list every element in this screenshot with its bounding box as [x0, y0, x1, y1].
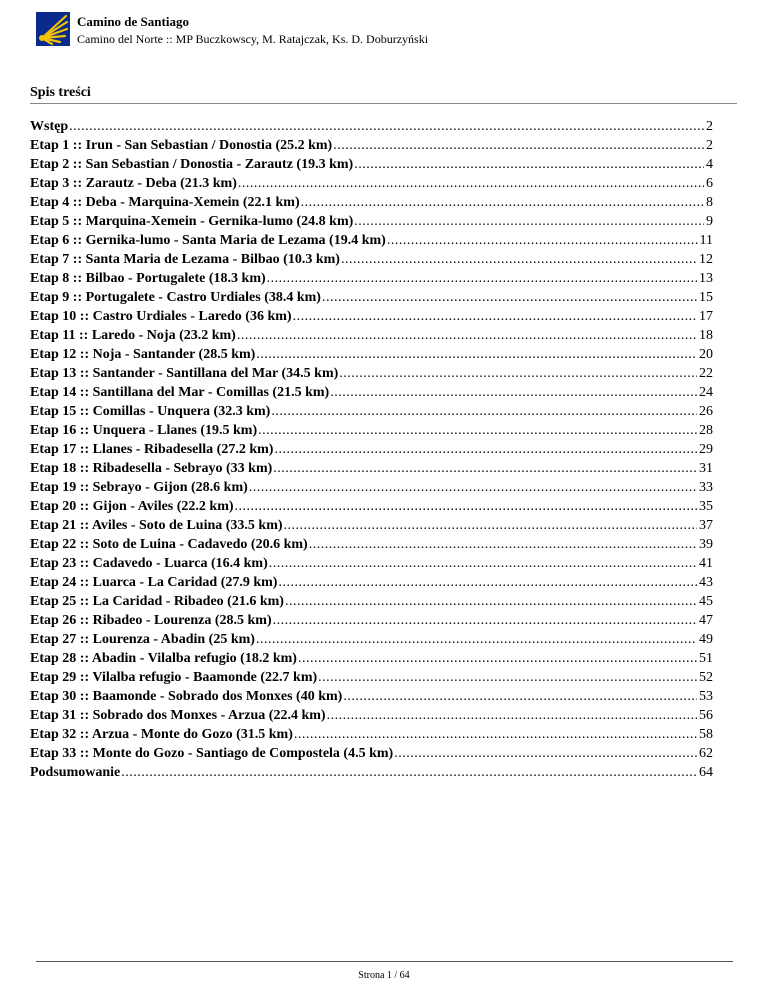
- toc-divider: [30, 103, 737, 104]
- toc-leader-dots: [121, 763, 697, 782]
- toc-entry[interactable]: [30, 554, 713, 573]
- toc-entry-page[interactable]: 9: [706, 214, 713, 229]
- toc-entry[interactable]: [30, 307, 713, 326]
- toc-entry-title[interactable]: Etap 6 :: Gernika-lumo - Santa Maria de Lezama (19.4 km): [30, 233, 386, 248]
- toc-entry[interactable]: [30, 402, 713, 421]
- toc-leader-dots: [341, 250, 697, 269]
- toc-entry-page[interactable]: 12: [699, 252, 713, 267]
- toc-entry-title[interactable]: Etap 26 :: Ribadeo - Lourenza (28.5 km): [30, 613, 272, 628]
- toc-entry-title[interactable]: Etap 4 :: Deba - Marquina-Xemein (22.1 km): [30, 195, 300, 210]
- toc-entry-title[interactable]: Etap 5 :: Marquina-Xemein - Gernika-lumo (24.8 km): [30, 214, 354, 229]
- toc-entry[interactable]: [30, 231, 713, 250]
- toc-entry-title[interactable]: Etap 20 :: Gijon - Aviles (22.2 km): [30, 499, 234, 514]
- toc-leader-dots: [235, 497, 697, 516]
- toc-entry[interactable]: [30, 497, 713, 516]
- toc-entry-title[interactable]: Etap 24 :: Luarca - La Caridad (27.9 km): [30, 575, 278, 590]
- toc-leader-dots: [256, 345, 697, 364]
- toc-entry[interactable]: [30, 250, 713, 269]
- toc-entry-page[interactable]: 13: [699, 271, 713, 286]
- toc-entry[interactable]: [30, 174, 713, 193]
- toc-leader-dots: [354, 212, 704, 231]
- toc-entry-title[interactable]: Wstęp: [30, 119, 69, 134]
- toc-entry[interactable]: [30, 193, 713, 212]
- toc-entry[interactable]: [30, 345, 713, 364]
- footer-divider: [36, 961, 733, 962]
- toc-entry[interactable]: [30, 383, 713, 402]
- toc-entry-page[interactable]: 43: [699, 575, 713, 590]
- toc-entry[interactable]: [30, 440, 713, 459]
- toc-entry[interactable]: [30, 459, 713, 478]
- toc-leader-dots: [294, 725, 697, 744]
- toc-entry-page[interactable]: 52: [699, 670, 713, 685]
- toc-entry-page[interactable]: 2: [706, 119, 713, 134]
- toc-entry-page[interactable]: 22: [699, 366, 713, 381]
- toc-leader-dots: [269, 554, 697, 573]
- toc-entry-page[interactable]: 41: [699, 556, 713, 571]
- toc-entry[interactable]: [30, 421, 713, 440]
- toc-leader-dots: [318, 668, 697, 687]
- toc-entry-page[interactable]: 51: [699, 651, 713, 666]
- toc-entry-title[interactable]: Podsumowanie: [30, 765, 121, 780]
- toc-entry-page[interactable]: 62: [699, 746, 713, 761]
- toc-entry-title[interactable]: Etap 13 :: Santander - Santillana del Mar (34.5 km): [30, 366, 339, 381]
- toc-entry[interactable]: [30, 592, 713, 611]
- site-subtitle: Camino del Norte :: MP Buczkowscy, M. Ratajczak, Ks. D. Doburzyński: [77, 32, 429, 46]
- toc-entry[interactable]: [30, 744, 713, 763]
- toc-entry[interactable]: [30, 478, 713, 497]
- toc-entry-title[interactable]: Etap 19 :: Sebrayo - Gijon (28.6 km): [30, 480, 248, 495]
- toc-entry-title[interactable]: Etap 15 :: Comillas - Unquera (32.3 km): [30, 404, 271, 419]
- toc-entry-title[interactable]: Etap 2 :: San Sebastian / Donostia - Zarautz (19.3 km): [30, 157, 354, 172]
- toc-entry-title[interactable]: Etap 3 :: Zarautz - Deba (21.3 km): [30, 176, 237, 191]
- toc-leader-dots: [258, 421, 697, 440]
- toc-entry-page[interactable]: 17: [699, 309, 713, 324]
- toc-entry-page[interactable]: 58: [699, 727, 713, 742]
- toc-entry[interactable]: [30, 535, 713, 554]
- toc-entry[interactable]: [30, 687, 713, 706]
- toc-leader-dots: [339, 364, 697, 383]
- toc-entry-page[interactable]: 18: [699, 328, 713, 343]
- toc-entry-page[interactable]: 2: [706, 138, 713, 153]
- toc-entry[interactable]: [30, 649, 713, 668]
- toc-leader-dots: [309, 535, 697, 554]
- toc-entry[interactable]: [30, 117, 713, 136]
- scallop-shell-icon: [36, 12, 70, 46]
- page-header: [36, 10, 736, 52]
- toc-entry[interactable]: [30, 136, 713, 155]
- toc-leader-dots: [285, 592, 697, 611]
- toc-entry-page[interactable]: 28: [699, 423, 713, 438]
- toc-leader-dots: [327, 706, 697, 725]
- toc-leader-dots: [69, 117, 704, 136]
- toc-leader-dots: [271, 402, 697, 421]
- toc-entry-title[interactable]: Etap 22 :: Soto de Luina - Cadavedo (20.6 km): [30, 537, 308, 552]
- toc-leader-dots: [274, 440, 697, 459]
- toc-entry[interactable]: [30, 630, 713, 649]
- toc-leader-dots: [394, 744, 697, 763]
- toc-leader-dots: [237, 326, 697, 345]
- toc-entry-page[interactable]: 31: [699, 461, 713, 476]
- toc-entry-title[interactable]: Etap 33 :: Monte do Gozo - Santiago de Compostela (4.5 km): [30, 746, 394, 761]
- toc-entry[interactable]: [30, 763, 713, 782]
- toc-leader-dots: [322, 288, 697, 307]
- toc-entry[interactable]: [30, 155, 713, 174]
- site-title: Camino de Santiago: [77, 14, 189, 29]
- toc-entry-title[interactable]: Etap 14 :: Santillana del Mar - Comillas (21.5 km): [30, 385, 330, 400]
- toc-entry-page[interactable]: 11: [699, 233, 713, 248]
- toc-entry[interactable]: [30, 516, 713, 535]
- toc-heading: Spis treści: [30, 85, 91, 100]
- toc-entry-page[interactable]: 20: [699, 347, 713, 362]
- toc-entry-page[interactable]: 29: [699, 442, 713, 457]
- toc-entry-title[interactable]: Etap 21 :: Aviles - Soto de Luina (33.5 km): [30, 518, 283, 533]
- toc-entry[interactable]: [30, 668, 713, 687]
- toc-entry-title[interactable]: Etap 9 :: Portugalete - Castro Urdiales (38.4 km): [30, 290, 321, 305]
- toc-entry-title[interactable]: Etap 27 :: Lourenza - Abadin (25 km): [30, 632, 255, 647]
- toc-entry-page[interactable]: 15: [699, 290, 713, 305]
- toc-entry[interactable]: [30, 326, 713, 345]
- toc-entry-page[interactable]: 33: [699, 480, 713, 495]
- toc-entry[interactable]: [30, 269, 713, 288]
- toc-entry-page[interactable]: 56: [699, 708, 713, 723]
- toc-entry-page[interactable]: 45: [699, 594, 713, 609]
- toc-entry-title[interactable]: Etap 10 :: Castro Urdiales - Laredo (36 km): [30, 309, 292, 324]
- toc-entry-page[interactable]: 24: [699, 385, 713, 400]
- toc-leader-dots: [387, 231, 698, 250]
- toc-leader-dots: [273, 611, 697, 630]
- toc-entry-page[interactable]: 35: [699, 499, 713, 514]
- toc-entry-page[interactable]: 26: [699, 404, 713, 419]
- toc-entry-title[interactable]: Etap 23 :: Cadavedo - Luarca (16.4 km): [30, 556, 268, 571]
- toc-entry-title[interactable]: Etap 29 :: Vilalba refugio - Baamonde (22.7 km): [30, 670, 318, 685]
- toc-leader-dots: [284, 516, 697, 535]
- table-of-contents: [30, 117, 713, 782]
- toc-entry-page[interactable]: 8: [706, 195, 713, 210]
- toc-leader-dots: [256, 630, 697, 649]
- toc-entry-title[interactable]: Etap 11 :: Laredo - Noja (23.2 km): [30, 328, 236, 343]
- toc-entry-title[interactable]: Etap 1 :: Irun - San Sebastian / Donostia (25.2 km): [30, 138, 333, 153]
- toc-entry-title[interactable]: Etap 28 :: Abadin - Vilalba refugio (18.2 km): [30, 651, 297, 666]
- toc-entry-title[interactable]: Etap 18 :: Ribadesella - Sebrayo (33 km): [30, 461, 273, 476]
- toc-entry[interactable]: [30, 573, 713, 592]
- toc-entry-page[interactable]: 39: [699, 537, 713, 552]
- toc-entry-title[interactable]: Etap 16 :: Unquera - Llanes (19.5 km): [30, 423, 258, 438]
- toc-entry-title[interactable]: Etap 8 :: Bilbao - Portugalete (18.3 km): [30, 271, 266, 286]
- toc-leader-dots: [273, 459, 697, 478]
- toc-entry-title[interactable]: Etap 30 :: Baamonde - Sobrado dos Monxes (40 km): [30, 689, 343, 704]
- toc-entry-title[interactable]: Etap 17 :: Llanes - Ribadesella (27.2 km): [30, 442, 274, 457]
- toc-entry[interactable]: [30, 212, 713, 231]
- toc-entry-title[interactable]: Etap 12 :: Noja - Santander (28.5 km): [30, 347, 256, 362]
- toc-entry-page[interactable]: 37: [699, 518, 713, 533]
- toc-entry-title[interactable]: Etap 7 :: Santa Maria de Lezama - Bilbao (10.3 km): [30, 252, 340, 267]
- toc-leader-dots: [249, 478, 697, 497]
- toc-entry[interactable]: [30, 706, 713, 725]
- toc-entry-title[interactable]: Etap 31 :: Sobrado dos Monxes - Arzua (22.4 km): [30, 708, 326, 723]
- toc-entry-page[interactable]: 6: [706, 176, 713, 191]
- toc-leader-dots: [298, 649, 697, 668]
- toc-entry-page[interactable]: 49: [699, 632, 713, 647]
- toc-leader-dots: [333, 136, 704, 155]
- toc-leader-dots: [267, 269, 697, 288]
- toc-leader-dots: [293, 307, 697, 326]
- toc-leader-dots: [330, 383, 697, 402]
- toc-entry[interactable]: [30, 725, 713, 744]
- toc-entry[interactable]: [30, 364, 713, 383]
- toc-leader-dots: [343, 687, 697, 706]
- toc-entry-page[interactable]: 53: [699, 689, 713, 704]
- toc-entry-title[interactable]: Etap 32 :: Arzua - Monte do Gozo (31.5 km): [30, 727, 293, 742]
- toc-entry-title[interactable]: Etap 25 :: La Caridad - Ribadeo (21.6 km): [30, 594, 284, 609]
- toc-leader-dots: [354, 155, 704, 174]
- toc-leader-dots: [238, 174, 704, 193]
- page-number: Strona 1 / 64: [358, 970, 410, 981]
- toc-leader-dots: [278, 573, 697, 592]
- toc-entry-page[interactable]: 4: [706, 157, 713, 172]
- toc-entry-page[interactable]: 64: [699, 765, 713, 780]
- toc-entry[interactable]: [30, 288, 713, 307]
- toc-entry-page[interactable]: 47: [699, 613, 713, 628]
- toc-leader-dots: [301, 193, 704, 212]
- toc-entry[interactable]: [30, 611, 713, 630]
